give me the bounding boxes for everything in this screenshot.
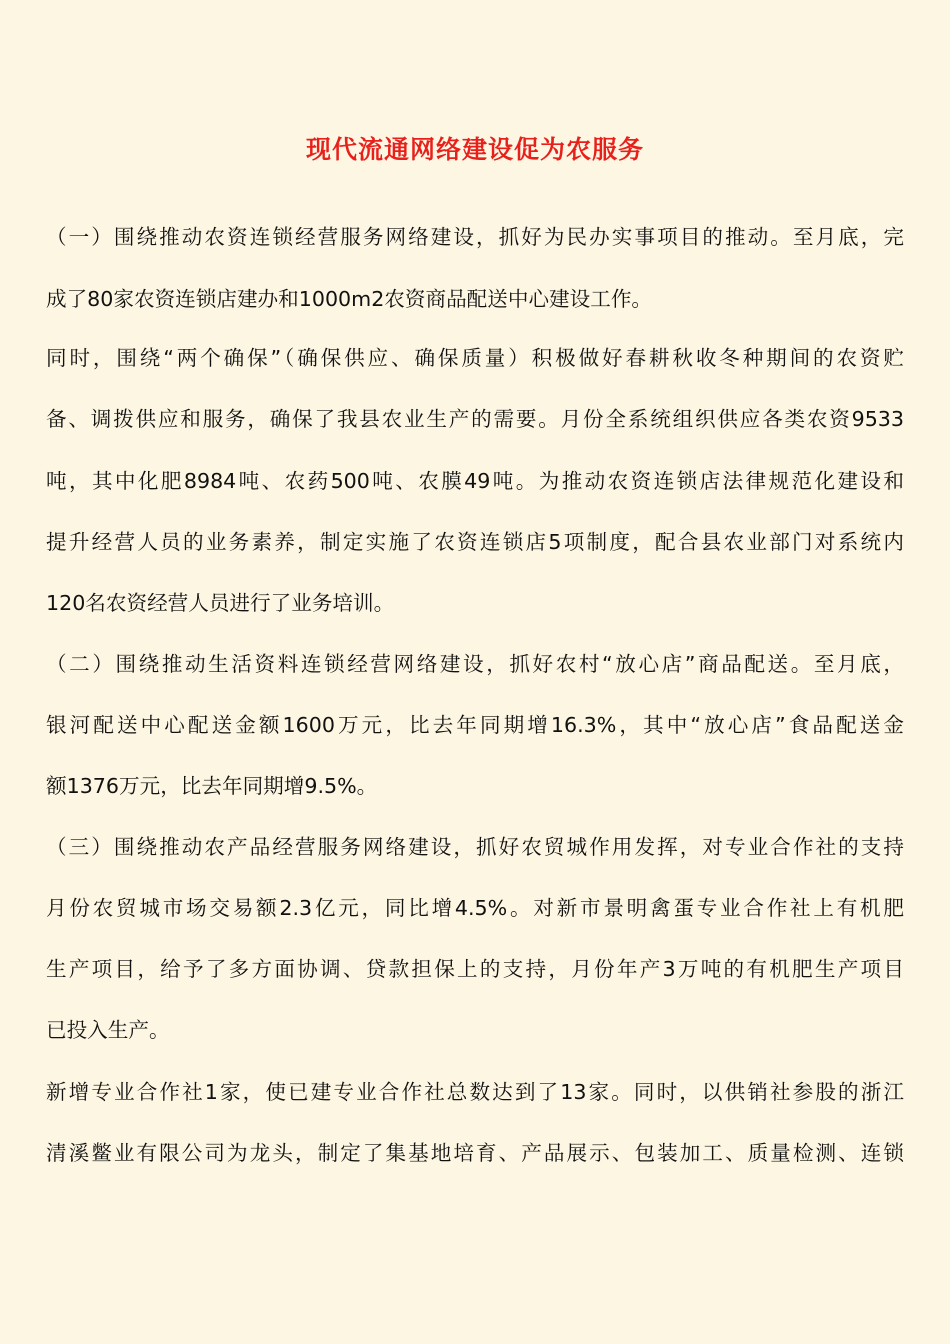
text-line: 清溪鳖业有限公司为龙头，制定了集基地培育、产品展示、包装加工、质量检测、连锁: [46, 1141, 904, 1165]
text-line: （三）围绕推动农产品经营服务网络建设，抓好农贸城作用发挥，对专业合作社的支持: [46, 835, 904, 859]
text-line: （一）围绕推动农资连锁经营服务网络建设，抓好为民办实事项目的推动。至月底，完: [46, 225, 904, 249]
text-line: 额1376万元，比去年同期增9.5%。: [46, 774, 378, 798]
text-line: 成了80家农资连锁店建办和1000m2农资商品配送中心建设工作。: [46, 287, 653, 311]
text-line: 120名农资经营人员进行了业务培训。: [46, 591, 395, 615]
text-line: 已投入生产。: [46, 1018, 170, 1042]
text-line: 月份农贸城市场交易额2.3亿元，同比增4.5%。对新市景明禽蛋专业合作社上有机肥: [46, 896, 904, 920]
text-line: 生产项目，给予了多方面协调、贷款担保上的支持，月份年产3万吨的有机肥生产项目: [46, 957, 904, 981]
document-title: 现代流通网络建设促为农服务: [305, 135, 644, 164]
text-line: 提升经营人员的业务素养，制定实施了农资连锁店5项制度，配合县农业部门对系统内: [46, 530, 904, 554]
text-line: 同时，围绕“两个确保”（确保供应、确保质量）积极做好春耕秋收冬种期间的农资贮: [46, 346, 904, 370]
text-line: （二）围绕推动生活资料连锁经营网络建设，抓好农村“放心店”商品配送。至月底，: [46, 652, 904, 676]
text-line: 备、调拨供应和服务，确保了我县农业生产的需要。月份全系统组织供应各类农资9533: [46, 407, 904, 431]
text-line: 吨，其中化肥8984吨、农药500吨、农膜49吨。为推动农资连锁店法律规范化建设和: [46, 469, 904, 493]
text-line: 银河配送中心配送金额1600万元，比去年同期增16.3%，其中“放心店”食品配送金: [46, 713, 904, 737]
text-line: 新增专业合作社1家，使已建专业合作社总数达到了13家。同时，以供销社参股的浙江: [46, 1080, 904, 1104]
